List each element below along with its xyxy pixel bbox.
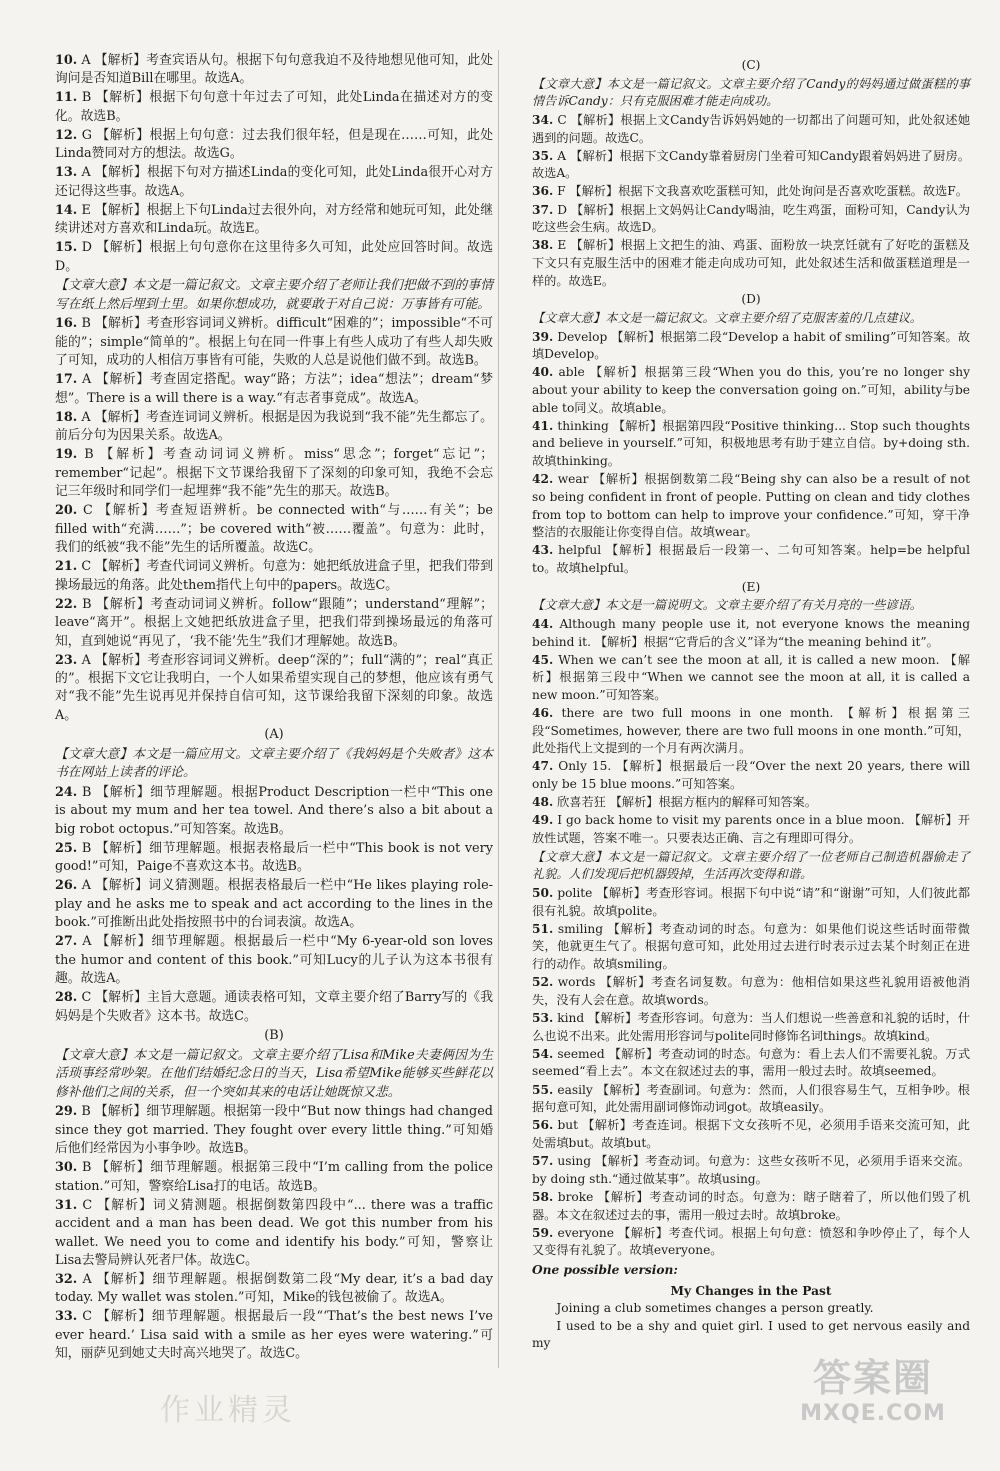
essay-label: One possible version: xyxy=(532,1262,678,1277)
question-number: 45. xyxy=(532,652,554,667)
answer-entry xyxy=(532,418,970,471)
answer-text: G 【解析】根据上句句意：过去我们很年轻，但是现在……可知，此处Linda赞同对方的想法。故选G。 xyxy=(55,127,493,162)
answer-text: easily 【解析】考查副词。句意为：然而，人们很容易生气，互相争吵。根据句意可知，此处需用副词修饰动词got。故填easily。 xyxy=(532,1082,970,1115)
answer-entry xyxy=(55,202,493,239)
question-number: 21. xyxy=(55,559,78,575)
answer-entry xyxy=(55,558,493,595)
answer-text: E 【解析】根据上下句Linda过去很外向，对方经常和她玩可知，此处继续讲述对方喜欢和Linda玩。故选E。 xyxy=(55,202,493,237)
question-number: 24. xyxy=(55,784,78,800)
answer-entry xyxy=(55,1197,493,1271)
question-number: 48. xyxy=(532,795,554,810)
question-number: 55. xyxy=(532,1082,554,1097)
answer-entry xyxy=(532,1010,970,1045)
question-number: 29. xyxy=(55,1104,78,1120)
question-number: 59. xyxy=(532,1225,554,1240)
right-column xyxy=(532,56,970,1353)
question-number: 37. xyxy=(532,202,554,217)
answer-text: A 【解析】考查固定搭配。way“路；方法”；idea“想法”；dream“梦想”。There is a will there is a way.“有志者事竟成”。故选A。 xyxy=(55,372,493,406)
answer-entry xyxy=(55,596,493,651)
section-heading: (D) xyxy=(741,292,761,307)
answer-entry xyxy=(532,974,970,1009)
article-summary: 【文章大意】本文是一篇应用文。文章主要介绍了《我妈妈是个失败者》这本书在网站上读者的评论。 xyxy=(55,746,493,781)
answer-text: everyone 【解析】考查代词。根据上句句意：愤怒和争吵停止了，每个人又变得有礼貌了。故填everyone。 xyxy=(532,1225,971,1258)
answer-entry xyxy=(55,1159,493,1196)
answer-entry xyxy=(532,237,970,290)
answer-text: F 【解析】根据下文我喜欢吃蛋糕可知，此处询问是否喜欢吃蛋糕。故选F。 xyxy=(557,184,968,199)
answer-text: A 【解析】词义猜测题。根据表格最后一栏中“He likes playing role-play and he asks me to speak and act according to the lines in the book.”可推断出此处指按照书中的台词表演。故选A。 xyxy=(55,878,493,931)
article-summary: 【文章大意】本文是一篇记叙文。文章主要介绍了老师让我们把做不到的事情写在纸上然后埋到土里。如果你想成功，就要敢于对自己说：万事皆有可能。 xyxy=(55,278,493,312)
answer-text: seemed 【解析】考查动词的时态。句意为：看上去人们不需要礼貌。万式seemed“看上去”。本文在叙述过去的事，需用一般过去时。故填seemed。 xyxy=(532,1046,971,1079)
answer-entry xyxy=(532,1189,970,1224)
article-summary: 【文章大意】本文是一篇记叙文。文章主要介绍了克服害羞的几点建议。 xyxy=(532,310,922,325)
question-number: 49. xyxy=(532,813,554,828)
answer-entry xyxy=(55,784,493,839)
answer-entry xyxy=(55,164,493,201)
answer-text: D 【解析】根据上句句意你在这里待多久可知，此处应回答时间。故选D。 xyxy=(55,240,494,274)
answer-entry xyxy=(532,1153,970,1188)
answer-entry xyxy=(55,1271,493,1308)
answer-text: but 【解析】考查连词。根据下文女孩听不见，必须用手语来交流可知，此处需填but。故填but。 xyxy=(532,1118,970,1150)
answer-text: C 【解析】细节理解题。根据最后一段“‘That’s the best news I’ve ever heard.’ Lisa said with a smile as her eyes were watering.”可知，丽萨见到她丈夫时高兴地哭了。故选C。 xyxy=(55,1309,493,1362)
question-number: 46. xyxy=(532,706,554,721)
answer-text: B 【解析】细节理解题。根据表格最后一栏中“This book is not very good!”可知，Paige不喜欢这本书。故选B。 xyxy=(55,840,493,875)
answer-entry xyxy=(55,933,493,988)
answer-entry xyxy=(55,446,493,501)
question-number: 27. xyxy=(55,934,78,950)
answer-entry xyxy=(532,921,970,974)
section-heading: (E) xyxy=(741,579,761,594)
question-number: 34. xyxy=(532,112,554,127)
answer-text: When we can’t see the moon at all, it is called a new moon. 【解析】根据第三段中“When we cannot see the moon at all, it is called a new moon.”可知答案。 xyxy=(532,652,971,702)
answer-text: Only 15. 【解析】根据最后一段“Over the next 20 years, there will only be 15 blue moons.”可知答案。 xyxy=(532,759,971,792)
section-heading: (A) xyxy=(264,727,284,743)
answer-entry xyxy=(532,1046,970,1081)
answer-text: B 【解析】考查动词词义辨析。miss“思念”；forget“忘记”；remember“记起”。根据下文节课给我留下了深刻的印象可知，我绝不会忘记三年级时和同学们一起埋葬“我不能”先生的那天。故选B。 xyxy=(55,447,493,500)
question-number: 53. xyxy=(532,1010,554,1025)
question-number: 20. xyxy=(55,503,78,519)
answer-text: A 【解析】根据下文Candy靠着厨房门坐着可知Candy跟着妈妈进了厨房。故选A。 xyxy=(532,148,971,181)
answer-text: A 【解析】考查连词词义辨析。根据是因为我说到“我不能”先生都忘了。前后分句为因果关系。故选A。 xyxy=(55,409,493,444)
question-number: 19. xyxy=(55,447,78,463)
answer-entry xyxy=(55,89,493,126)
question-number: 33. xyxy=(55,1309,78,1325)
answer-entry xyxy=(532,1117,970,1152)
question-number: 25. xyxy=(55,840,78,856)
answer-entry xyxy=(55,989,493,1026)
question-number: 22. xyxy=(55,596,78,612)
question-number: 12. xyxy=(55,127,78,143)
watermark-site: MXQE.COM xyxy=(800,1401,946,1426)
answer-text: A 【解析】根据下句对方描述Linda的变化可知，此处Linda很开心对方还记得这些事。故选A。 xyxy=(55,165,493,199)
essay-paragraph-2: I used to be a shy and quiet girl. I used to get nervous easily and my xyxy=(532,1318,970,1351)
question-number: 40. xyxy=(532,365,554,380)
essay-paragraph-1: Joining a club sometimes changes a person greatly. xyxy=(556,1301,874,1316)
question-number: 35. xyxy=(532,148,554,163)
answer-text: B 【解析】根据下句句意十年过去了可知，此处Linda在描述对方的变化。故选B。 xyxy=(55,90,493,124)
answer-text: wear 【解析】根据倒数第二段“Being shy can also be a result of not so being confident in front of people. Putting on clean and tidy clothes from top to bottom can help to improve your confidence.”可知，穿干净整洁的衣服能让你变得自信。故填wear。 xyxy=(532,472,970,540)
answer-entry xyxy=(55,502,493,557)
article-summary: 【文章大意】本文是一篇说明文。文章主要介绍了有关月亮的一些谚语。 xyxy=(532,598,922,613)
answer-text: there are two full moons in one month. 【解析】根据第三段“Sometimes, however, there are two full moons in one month.”可知，此处指代上文提到的一个月有两次满月。 xyxy=(532,706,970,756)
article-summary: 【文章大意】本文是一篇记叙文。文章主要介绍了一位老师自己制造机器偷走了礼貌。人们发现后把机器毁掉，生活再次变得和谐。 xyxy=(532,849,970,882)
answer-text: A 【解析】细节理解题。根据倒数第二段“My dear, it’s a bad day today. My wallet was stolen.”可知，Mike的钱包被偷了。故选A。 xyxy=(55,1271,493,1306)
answer-entry xyxy=(55,652,493,726)
answer-entry xyxy=(55,315,493,370)
answer-entry xyxy=(532,616,970,651)
question-number: 52. xyxy=(532,975,554,990)
answer-entry xyxy=(55,52,493,89)
answer-text: 欣喜若狂 【解析】根据方框内的解释可知答案。 xyxy=(557,795,817,810)
left-column xyxy=(55,52,493,1364)
answer-text: A 【解析】细节理解题。根据最后一栏中“My 6-year-old son loves the humor and content of this book.”可知Lucy的儿子认为这本书很有趣。故选A。 xyxy=(55,934,493,987)
question-number: 23. xyxy=(55,652,78,668)
answer-text: B 【解析】细节理解题。根据第一段中“But now things had changed since they got married. They fought over every little thing.”可知婚后他们经常因为小事争吵。故选B。 xyxy=(55,1104,493,1157)
answer-entry xyxy=(55,371,493,408)
answer-entry xyxy=(532,202,970,237)
question-number: 14. xyxy=(55,202,78,218)
answer-text: B 【解析】考查动词词义辨析。follow“跟随”；understand“理解”；leave“离开”。根据上文她把纸放进盒子里，把我们带到操场最远的角落可知，直到她说“再见了，‘我不能’先生”我们才理解她。故选B。 xyxy=(55,596,493,649)
answer-text: thinking 【解析】根据第四段“Positive thinking... Stop such thoughts and believe in yourself.”可知，积极地思考有助于建立自信。by+doing sth. 故填thinking。 xyxy=(532,418,971,469)
answer-entry xyxy=(532,652,970,705)
answer-text: B 【解析】考查形容词词义辨析。difficult“困难的”；impossible“不可能的”；simple“简单的”。根据上句在同一件事上有些人成功了有些人却失败了可知，成功的人相信万事皆有可能，失败的人总是说他们做不到。故选B。 xyxy=(55,316,493,369)
question-number: 51. xyxy=(532,921,554,936)
answer-text: able 【解析】根据第三段“When you do this, you’re no longer shy about your ability to keep the conversation going on.”可知，ability与be able to同义。故填able。 xyxy=(532,365,970,415)
answer-text: using 【解析】考查动词。句意为：这些女孩听不见，必须用手语来交流。by doing sth.“通过做某事”。故填using。 xyxy=(532,1154,971,1186)
question-number: 42. xyxy=(532,472,554,487)
answer-text: C 【解析】词义猜测题。根据倒数第四段中“... there was a traffic accident and a man has been dead. We got this number from his wallet. We need you to come and identify his body.”可知，警察让Lisa去警局辨认死者尸体。故选C。 xyxy=(55,1197,494,1268)
answer-text: Develop 【解析】根据第二段“Develop a habit of smiling”可知答案。故填Develop。 xyxy=(532,329,971,362)
answer-entry xyxy=(55,877,493,932)
answer-entry xyxy=(532,812,970,847)
answer-entry xyxy=(55,239,493,276)
answer-entry xyxy=(532,794,970,812)
right-column-entries xyxy=(532,57,970,1260)
essay-title: My Changes in the Past xyxy=(670,1283,832,1298)
answer-text: D 【解析】根据上文妈妈让Candy喝油，吃生鸡蛋，面粉可知，Candy认为吃这些会生病。故选D。 xyxy=(532,202,971,235)
question-number: 38. xyxy=(532,238,554,253)
section-heading: (B) xyxy=(264,1028,284,1044)
watermark-logo: 答案圈 xyxy=(812,1356,933,1400)
answer-text: smiling 【解析】考查动词的时态。句意为：如果他们说这些话时面带微笑，他就更生气了。根据句意可知，此处用过去进行时表示过去某个时刻正在进行的动作。故填smiling。 xyxy=(532,921,970,972)
answer-text: polite 【解析】考查形容词。根据下句中说“请”和“谢谢”可知，人们彼此都很有礼貌。故填polite。 xyxy=(532,885,971,918)
question-number: 13. xyxy=(55,165,78,181)
answer-entry xyxy=(532,112,970,147)
question-number: 58. xyxy=(532,1189,554,1204)
section-heading: (C) xyxy=(741,58,761,72)
answer-entry xyxy=(532,758,970,793)
question-number: 43. xyxy=(532,543,554,558)
answer-entry xyxy=(532,183,970,201)
question-number: 18. xyxy=(55,409,78,425)
answer-text: I go back home to visit my parents once in a blue moon. 【解析】开放性试题，答案不唯一。只要表达正确、言之有理即可得分。 xyxy=(532,813,971,846)
answer-entry xyxy=(532,364,970,417)
answer-text: kind 【解析】考查形容词。句意为：当人们想说一些善意和礼貌的话时，什么也说不出来。此处需用形容词与polite同时修饰名词things。故填kind。 xyxy=(532,1010,971,1043)
answer-text: helpful 【解析】根据最后一段第一、二句可知答案。help=be helpful to。故填helpful。 xyxy=(532,543,970,575)
answer-text: C 【解析】主旨大意题。通读表格可知，文章主要介绍了Barry写的《我妈妈是个失败者》这本书。故选C。 xyxy=(55,990,493,1024)
question-number: 28. xyxy=(55,990,78,1006)
question-number: 39. xyxy=(532,329,554,344)
question-number: 47. xyxy=(532,759,554,774)
question-number: 30. xyxy=(55,1160,78,1176)
column-divider xyxy=(498,50,499,1368)
question-number: 31. xyxy=(55,1197,78,1213)
site-watermark xyxy=(788,1355,958,1439)
answer-text: words 【解析】考查名词复数。句意为：他相信如果这些礼貌用语被他消失，没有人会在意。故填words。 xyxy=(532,975,971,1007)
faded-footer-text: 作业精灵 xyxy=(160,1393,296,1428)
question-number: 56. xyxy=(532,1118,554,1133)
answer-entry xyxy=(532,471,970,542)
answer-text: A 【解析】考查形容词词义辨析。deep“深的”；full“满的”；real“真正的”。根据下文它让我明白，一个人如果希望实现自己的梦想，他应该有勇气对“我不能”先生说再见并保持自信可知，这节课给我留下深刻的印象。故选A。 xyxy=(55,652,493,723)
answer-text: C 【解析】考查代词词义辨析。句意为：她把纸放进盒子里，把我们带到操场最远的角落。此处them指代上句中的papers。故选C。 xyxy=(55,559,493,593)
article-summary: 【文章大意】本文是一篇记叙文。文章主要介绍了Lisa和Mike夫妻俩因为生活琐事经常吵架。在他们结婚纪念日的当天，Lisa希望Mike能够买些鲜花以修补他们之间的关系，但一个突如其来的电话让她既惊又悲。 xyxy=(55,1047,493,1100)
question-number: 57. xyxy=(532,1154,554,1169)
question-number: 41. xyxy=(532,418,554,433)
answer-entry xyxy=(532,148,970,183)
answer-entry xyxy=(55,1308,493,1363)
answer-entry xyxy=(55,840,493,877)
answer-entry xyxy=(532,705,970,758)
article-summary: 【文章大意】本文是一篇记叙文。文章主要介绍了Candy的妈妈通过做蛋糕的事情告诉Candy：只有克服困难才能走向成功。 xyxy=(532,76,970,109)
answer-text: broke 【解析】考查动词的时态。句意为：瞎子瞎着了，所以他们毁了机器。本文在叙述过去的事，需用一般过去时。故填broke。 xyxy=(532,1189,971,1222)
answer-text: E 【解析】根据上文把生的油、鸡蛋、面粉放一块烹饪就有了好吃的蛋糕及下文只有克服生活中的困难才能走向成功可知，此处叙述生活和做蛋糕道理是一样的。故选E。 xyxy=(532,238,970,288)
question-number: 26. xyxy=(55,878,78,894)
question-number: 36. xyxy=(532,184,554,199)
answer-text: A 【解析】考查宾语从句。根据下句句意我迫不及待地想见他可知，此处询问是否知道Bill在哪里。故选A。 xyxy=(55,53,493,87)
question-number: 16. xyxy=(55,316,78,332)
answer-entry xyxy=(55,1103,493,1158)
question-number: 54. xyxy=(532,1046,554,1061)
answer-entry xyxy=(532,1225,970,1260)
question-number: 15. xyxy=(55,240,78,256)
question-number: 50. xyxy=(532,885,554,900)
question-number: 17. xyxy=(55,372,78,388)
question-number: 11. xyxy=(55,90,78,106)
answer-text: C 【解析】根据上文Candy告诉妈妈她的一切都出了问题可知，此处叙述她遇到的问题。故选C。 xyxy=(532,112,971,145)
question-number: 10. xyxy=(55,53,78,68)
answer-text: B 【解析】细节理解题。根据第三段中“I’m calling from the police station.”可知，警察给Lisa打的电话。故选B。 xyxy=(55,1160,493,1194)
answer-text: Although many people use it, not everyone knows the meaning behind it. 【解析】根据“它背后的含义”译为“the meaning behind it”。 xyxy=(532,616,971,649)
question-number: 44. xyxy=(532,616,554,631)
answer-entry xyxy=(55,409,493,446)
answer-text: B 【解析】细节理解题。根据Product Description一栏中“This one is about my mum and her tea towel. And there’s also a bit about a big robot octopus.”可知答案。故选B。 xyxy=(55,784,493,837)
answer-entry xyxy=(532,542,970,577)
answer-entry xyxy=(532,1082,970,1117)
answer-entry xyxy=(532,329,970,364)
answer-entry xyxy=(532,885,970,920)
answer-text: C 【解析】考查短语辨析。be connected with“与……有关”；be filled with“充满……”；be covered with“被……覆盖”。句意为：此时，我们的纸被“我不能”先生的话所覆盖。故选C。 xyxy=(55,503,493,556)
answer-entry xyxy=(55,127,493,164)
question-number: 32. xyxy=(55,1271,78,1287)
